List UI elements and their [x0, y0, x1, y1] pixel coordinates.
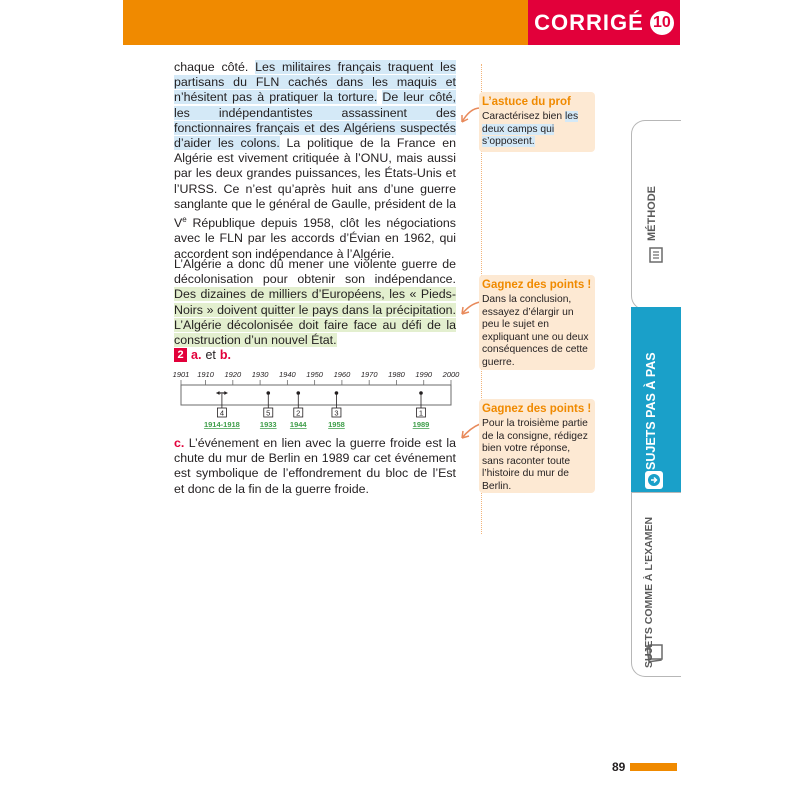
tab-sujets-examen[interactable]	[631, 492, 681, 677]
timeline-year-label: 1990	[415, 370, 433, 379]
text-run: chaque côté.	[174, 60, 256, 74]
text-run: L’Algérie a donc dû mener une violente guerre de décolonisation pour obtenir son indépendance.	[174, 257, 456, 287]
superscript: e	[182, 215, 187, 225]
timeline-year-label: 1950	[306, 370, 323, 379]
timeline-box-number: 5	[266, 408, 271, 418]
answer-paragraph-1	[174, 60, 456, 262]
tip-body: Dans la conclusion, essayez d’élargir un peu le sujet en expliquant une ou deux conséquences de cette guerre.	[482, 294, 589, 368]
tip-text: Caractérisez bien	[482, 111, 565, 122]
highlight-green: Des dizaines de milliers d’Européens, les « Pieds-Noirs » doivent quitter le pays dans la précipitation. L’Algérie décolonisée doit faire face au défi de la construction d’un nouvel État.	[174, 287, 456, 348]
tab-sujets-examen-label: SUJETS COMME À L’EXAMEN	[643, 516, 655, 668]
tip-title: Gagnez des points !	[482, 279, 592, 291]
question-part-c: c.	[174, 436, 185, 450]
question-2-heading	[174, 348, 231, 362]
text-run: L’événement en lien avec la guerre froide est la chute du mur de Berlin en 1989 car cet événement est symbolique de l’effondrement du bloc de l’Est et donc de la fin de la guerre froide.	[174, 436, 456, 496]
page-number: 89	[612, 760, 626, 774]
timeline-year-label: 1970	[360, 370, 378, 379]
tip-body: Pour la troisième partie de la consigne, rédigez bien votre réponse, sans raconter toute l’histoire du mur de Berlin.	[482, 418, 588, 492]
timeline-years	[173, 370, 460, 385]
corrige-badge	[528, 0, 680, 45]
timeline-year-label: 1910	[197, 370, 214, 379]
highlight-blue: De leur côté, les indépendantistes assassinent des fonctionnaires français et des Algériens suspectés d’aider les colons.	[174, 90, 456, 151]
timeline-year-label: 1980	[388, 370, 405, 379]
methode-icon	[648, 246, 666, 264]
tip-title: Gagnez des points !	[482, 403, 592, 415]
tip-gagnez-des-points-2	[479, 399, 595, 493]
timeline-box-number: 4	[219, 408, 224, 418]
timeline-bar	[181, 385, 451, 405]
question-part-b: b.	[219, 348, 231, 362]
tip-highlight: les deux camps qui s’opposent.	[482, 111, 579, 147]
tip-gagnez-des-points-1	[479, 275, 595, 370]
timeline-box-number: 1	[418, 408, 424, 418]
tab-sujets-pas-label: SUJETS PAS À PAS	[644, 352, 658, 470]
timeline-year-label: 1920	[224, 370, 242, 379]
arrow-right-circle-icon	[644, 470, 664, 490]
footer-bar	[630, 763, 677, 771]
timeline-year-label: 1930	[251, 370, 269, 379]
timeline-year-label: 2000	[442, 370, 460, 379]
timeline-date-label: 1914-1918	[203, 420, 240, 429]
timeline-box-number: 2	[296, 408, 301, 418]
timeline-date-label: 1944	[289, 420, 307, 429]
text-run: La politique de la France en Algérie est vivement critiquée à l’ONU, mais aussi par les deux grandes puissances, les États-Unis et l’URSS. Ce n’est qu’après huit ans d’une guerre sanglante que le général de Gaulle, président de la V	[174, 136, 456, 231]
corrige-number: 10	[650, 11, 674, 35]
answer-paragraph-3	[174, 436, 456, 497]
question-part-a: a.	[191, 348, 202, 362]
corrige-label: CORRIGÉ	[534, 9, 644, 35]
timeline-year-label: 1901	[172, 370, 190, 379]
tip-title: L’astuce du prof	[482, 96, 571, 108]
timeline-date-label: 1958	[328, 420, 345, 429]
highlight-blue: Les militaires français traquent les partisans du FLN cachés dans les maquis et n’hésitent pas à pratiquer la torture.	[174, 60, 456, 105]
text-run: République depuis 1958, clôt les négociations avec le FLN par les accords d’Évian en 1962, qui accordent son indépendance à l’Algérie.	[174, 216, 456, 261]
timeline-year-label: 1940	[279, 370, 296, 379]
timeline-year-label: 1960	[333, 370, 351, 379]
timeline-date-label: 1933	[259, 420, 277, 429]
tab-methode[interactable]	[631, 120, 681, 310]
timeline-box-number: 3	[334, 408, 339, 418]
tip-body	[482, 111, 592, 149]
timeline-frise	[170, 366, 460, 432]
tab-methode-label: MÉTHODE	[646, 186, 658, 241]
question-number-badge: 2	[174, 348, 187, 362]
header-bar	[123, 0, 528, 45]
answer-paragraph-2	[174, 257, 456, 348]
tab-sujets-pas-a-pas[interactable]	[631, 307, 681, 493]
tip-astuce-du-prof	[479, 92, 595, 152]
timeline-date-label: 1989	[412, 420, 430, 429]
question-et: et	[205, 348, 216, 362]
